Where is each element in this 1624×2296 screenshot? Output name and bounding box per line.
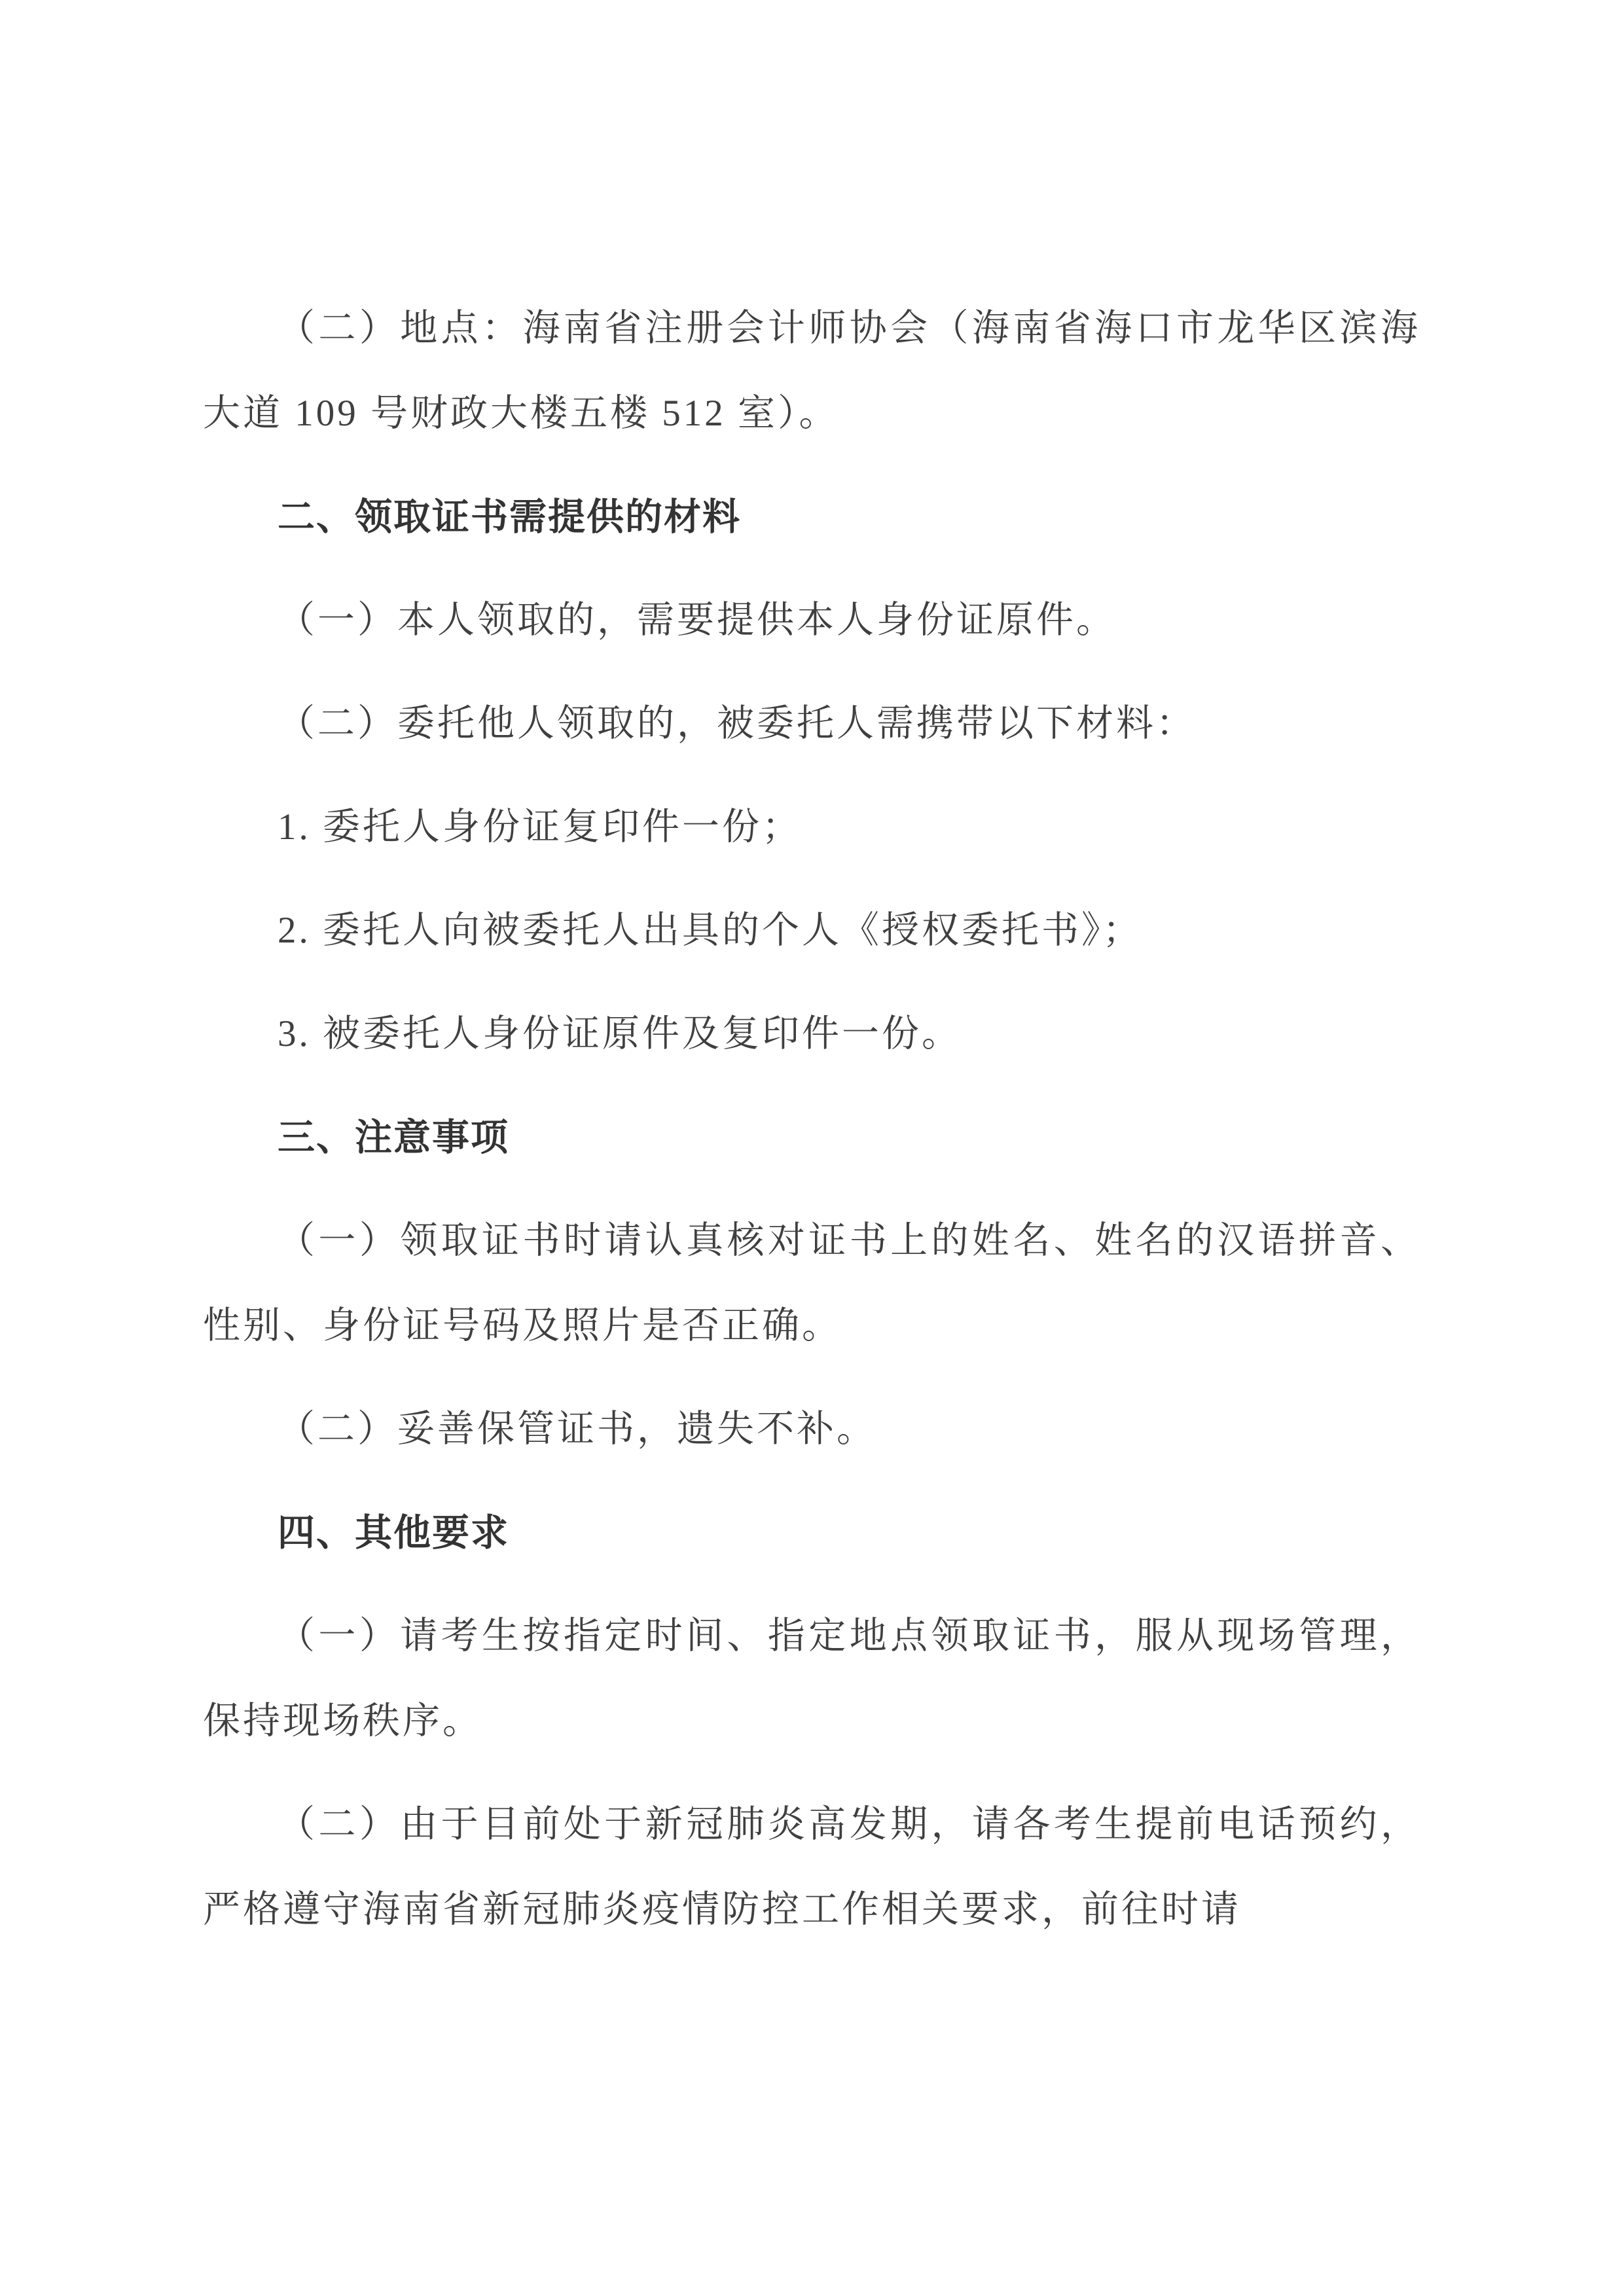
para-follow-rules: （一）请考生按指定时间、指定地点领取证书，服从现场管理，保持现场秩序。 <box>203 1615 1420 1742</box>
para-location: （二）地点：海南省注册会计师协会（海南省海口市龙华区滨海大道 109 号财政大楼五楼 512 室）。 <box>203 308 1420 434</box>
para-keep-safe: （二）妥善保管证书，遗失不补。 <box>278 1408 876 1450</box>
para-entrust-pickup: （二）委托他人领取的，被委托人需携带以下材料： <box>278 703 1196 744</box>
para-verify-info: （一）领取证书时请认真核对证书上的姓名、姓名的汉语拼音、性别、身份证号码及照片是否正确。 <box>203 1220 1420 1346</box>
list-item-3: 3. 被委托人身份证原件及复印件一份。 <box>278 1013 962 1054</box>
list-item-1: 1. 委托人身份证复印件一份； <box>278 806 802 848</box>
para-covid-notice: （二）由于目前处于新冠肺炎高发期，请各考生提前电话预约，严格遵守海南省新冠肺炎疫情防控工作相关要求，前往时请 <box>203 1804 1420 1930</box>
heading-notes: 三、注意事项 <box>278 1117 509 1158</box>
heading-other-requirements: 四、其他要求 <box>278 1512 509 1554</box>
list-item-2: 2. 委托人向被委托人出具的个人《授权委托书》； <box>278 910 1143 951</box>
heading-materials: 二、领取证书需提供的材料 <box>278 496 741 538</box>
para-self-pickup: （一）本人领取的，需要提供本人身份证原件。 <box>278 600 1116 641</box>
document-body <box>203 286 1420 1952</box>
